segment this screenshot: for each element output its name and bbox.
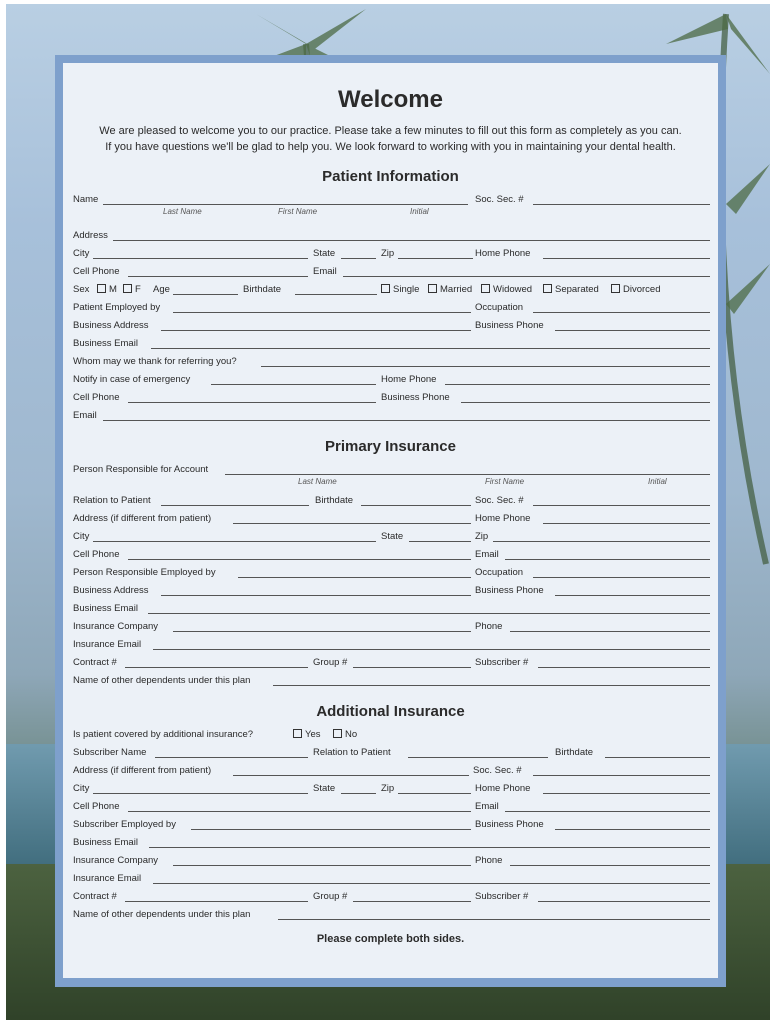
cell-phone-label: Cell Phone [73, 266, 120, 277]
zip-label: Zip [475, 531, 489, 542]
address-label: Address (if different from patient) [73, 513, 212, 524]
employed-by-field[interactable] [191, 829, 471, 830]
row-primary-relation [73, 495, 710, 511]
contract-field[interactable] [125, 901, 308, 902]
row-additional-address [73, 765, 710, 781]
email-label: Email [313, 266, 337, 277]
row-primary-employer [73, 567, 710, 583]
email-label: Email [475, 549, 499, 560]
address-field[interactable] [233, 523, 471, 524]
complete-both-sides-note: Please complete both sides. [316, 933, 465, 945]
business-email-field[interactable] [148, 613, 710, 614]
separated-label: Separated [555, 284, 599, 295]
subscriber-label: Subscriber # [475, 657, 529, 668]
employed-by-field[interactable] [173, 312, 471, 313]
address-label: Address (if different from patient) [73, 765, 212, 776]
business-email-label: Business Email [73, 603, 138, 614]
city-label: City [73, 783, 90, 794]
patient-information-heading: Patient Information [322, 168, 459, 185]
email-label: Email [475, 801, 499, 812]
row-additional-insurance-company [73, 855, 710, 871]
no-label: No [345, 729, 358, 740]
name-field[interactable] [103, 204, 468, 205]
occupation-field[interactable] [533, 577, 710, 578]
row-patient-cell [73, 266, 710, 282]
email-field[interactable] [343, 276, 710, 277]
home-phone-label: Home Phone [475, 513, 531, 524]
city-field[interactable] [93, 258, 308, 259]
checkbox-icon [481, 284, 490, 293]
insurance-company-label: Insurance Company [73, 855, 159, 866]
occupation-label: Occupation [475, 567, 524, 578]
home-phone-field[interactable] [543, 523, 710, 524]
checkbox-icon [123, 284, 132, 293]
divorced-option[interactable] [611, 284, 661, 296]
row-additional-city [73, 783, 710, 799]
birthdate-field[interactable] [605, 757, 710, 758]
row-primary-insurance-email [73, 639, 710, 655]
notify-label: Notify in case of emergency [73, 374, 191, 385]
business-address-field[interactable] [161, 330, 471, 331]
phone-field[interactable] [510, 865, 710, 866]
no-option[interactable] [333, 729, 357, 741]
last-name-hint: Last Name [298, 477, 337, 486]
yes-option[interactable] [293, 729, 321, 741]
dependents-label: Name of other dependents under this plan [73, 909, 251, 920]
contract-label: Contract # [73, 657, 117, 668]
row-additional-dependents [73, 909, 710, 925]
row-additional-covered [73, 729, 710, 745]
birthdate-label: Birthdate [243, 284, 282, 295]
single-option[interactable] [381, 284, 419, 296]
zip-field[interactable] [398, 793, 471, 794]
age-label: Age [153, 284, 170, 295]
city-label: City [73, 531, 90, 542]
row-primary-business-address [73, 585, 710, 601]
contract-field[interactable] [125, 667, 308, 668]
birthdate-field[interactable] [295, 294, 377, 295]
phone-field[interactable] [510, 631, 710, 632]
row-patient-employer [73, 302, 710, 318]
business-address-label: Business Address [73, 585, 149, 596]
relation-field[interactable] [408, 757, 548, 758]
state-label: State [381, 531, 404, 542]
email-field[interactable] [505, 559, 710, 560]
dependents-label: Name of other dependents under this plan [73, 675, 251, 686]
business-phone-field[interactable] [555, 595, 710, 596]
welcome-title: Welcome [338, 86, 443, 113]
row-additional-employer [73, 819, 710, 835]
emergency-business-phone-label: Business Phone [381, 392, 450, 403]
state-label: State [313, 783, 336, 794]
row-primary-business-email [73, 603, 710, 619]
cell-phone-field[interactable] [128, 276, 308, 277]
referral-label: Whom may we thank for referring you? [73, 356, 237, 367]
separated-option[interactable] [543, 284, 599, 296]
insurance-email-field[interactable] [153, 649, 710, 650]
row-patient-business-address [73, 320, 710, 336]
relation-label: Relation to Patient [313, 747, 391, 758]
soc-sec-field[interactable] [533, 505, 710, 506]
yes-label: Yes [305, 729, 321, 740]
row-primary-cell [73, 549, 710, 565]
business-email-label: Business Email [73, 837, 138, 848]
home-phone-label: Home Phone [475, 248, 531, 259]
row-additional-cell [73, 801, 710, 817]
subscriber-name-label: Subscriber Name [73, 747, 147, 758]
person-responsible-field[interactable] [225, 474, 710, 475]
email-field[interactable] [505, 811, 710, 812]
group-label: Group # [313, 891, 348, 902]
phone-label: Phone [475, 855, 503, 866]
business-address-label: Business Address [73, 320, 149, 331]
birthdate-field[interactable] [361, 505, 471, 506]
row-primary-person [73, 464, 710, 486]
soc-sec-field[interactable] [533, 204, 710, 205]
relation-label: Relation to Patient [73, 495, 151, 506]
emergency-email-field[interactable] [103, 420, 710, 421]
emergency-cell-phone-label: Cell Phone [73, 392, 120, 403]
subscriber-name-field[interactable] [155, 757, 308, 758]
primary-insurance-heading: Primary Insurance [325, 438, 456, 455]
address-field[interactable] [233, 775, 469, 776]
row-patient-referral [73, 356, 710, 372]
name-label: Name [73, 194, 99, 205]
state-label: State [313, 248, 336, 259]
group-field[interactable] [353, 901, 471, 902]
checkbox-icon [97, 284, 106, 293]
divorced-label: Divorced [623, 284, 661, 295]
soc-sec-label: Soc. Sec. # [473, 765, 522, 776]
intro-line-2: If you have questions we'll be glad to help you. We look forward to working with you in maintaining your dental health. [105, 141, 676, 153]
employed-by-label: Person Responsible Employed by [73, 567, 216, 578]
insurance-company-field[interactable] [173, 631, 471, 632]
business-phone-field[interactable] [555, 330, 710, 331]
referral-field[interactable] [261, 366, 710, 367]
group-field[interactable] [353, 667, 471, 668]
address-label: Address [73, 230, 108, 241]
sex-m-option[interactable] [97, 284, 117, 296]
business-phone-label: Business Phone [475, 320, 544, 331]
checkbox-icon [293, 729, 302, 738]
subscriber-label: Subscriber # [475, 891, 529, 902]
sex-label: Sex [73, 284, 90, 295]
contract-label: Contract # [73, 891, 117, 902]
notify-field[interactable] [211, 384, 376, 385]
home-phone-field[interactable] [543, 793, 710, 794]
intro-line-1: We are pleased to welcome you to our practice. Please take a few minutes to fill out this form as completely as you can. [99, 125, 682, 137]
address-field[interactable] [113, 240, 710, 241]
employed-by-label: Subscriber Employed by [73, 819, 176, 830]
row-additional-subscriber [73, 747, 710, 763]
soc-sec-field[interactable] [533, 775, 710, 776]
zip-field[interactable] [398, 258, 473, 259]
first-name-hint: First Name [485, 477, 525, 486]
initial-hint: Initial [410, 207, 429, 216]
person-responsible-label: Person Responsible for Account [73, 464, 209, 475]
row-patient-emergency-cell [73, 392, 710, 408]
married-option[interactable] [428, 284, 472, 296]
row-patient-emergency [73, 374, 710, 390]
soc-sec-label: Soc. Sec. # [475, 495, 524, 506]
additional-insurance-heading: Additional Insurance [316, 703, 465, 720]
row-primary-dependents [73, 675, 710, 691]
subscriber-field[interactable] [538, 901, 710, 902]
zip-label: Zip [381, 248, 395, 259]
row-additional-business-email [73, 837, 710, 853]
insurance-email-label: Insurance Email [73, 639, 142, 650]
state-field[interactable] [341, 793, 376, 794]
business-email-label: Business Email [73, 338, 138, 349]
emergency-home-phone-label: Home Phone [381, 374, 437, 385]
occupation-field[interactable] [533, 312, 710, 313]
home-phone-label: Home Phone [475, 783, 531, 794]
cell-phone-field[interactable] [128, 559, 471, 560]
cell-phone-label: Cell Phone [73, 549, 120, 560]
business-phone-label: Business Phone [475, 585, 544, 596]
sex-f-label: F [135, 284, 141, 295]
city-field[interactable] [93, 793, 308, 794]
birthdate-label: Birthdate [555, 747, 594, 758]
covered-question-label: Is patient covered by additional insurance? [73, 729, 254, 740]
row-primary-contract [73, 657, 710, 673]
business-email-field[interactable] [149, 847, 710, 848]
home-phone-field[interactable] [543, 258, 710, 259]
row-patient-business-email [73, 338, 710, 354]
business-email-field[interactable] [151, 348, 710, 349]
single-label: Single [393, 284, 420, 295]
row-primary-insurance-company [73, 621, 710, 637]
age-field[interactable] [173, 294, 238, 295]
row-additional-insurance-email [73, 873, 710, 889]
married-label: Married [440, 284, 473, 295]
insurance-company-field[interactable] [173, 865, 471, 866]
emergency-email-label: Email [73, 410, 97, 421]
cell-phone-field[interactable] [128, 811, 471, 812]
phone-label: Phone [475, 621, 503, 632]
checkbox-icon [611, 284, 620, 293]
row-patient-sex [73, 284, 710, 300]
widowed-option[interactable] [481, 284, 532, 296]
business-phone-field[interactable] [555, 829, 710, 830]
insurance-company-label: Insurance Company [73, 621, 159, 632]
dependents-field[interactable] [278, 919, 710, 920]
relation-field[interactable] [161, 505, 309, 506]
dependents-field[interactable] [273, 685, 710, 686]
employed-by-field[interactable] [238, 577, 471, 578]
employed-by-label: Patient Employed by [73, 302, 161, 313]
widowed-label: Widowed [493, 284, 533, 295]
checkbox-icon [381, 284, 390, 293]
emergency-business-phone-field[interactable] [461, 402, 710, 403]
soc-sec-label: Soc. Sec. # [475, 194, 524, 205]
business-address-field[interactable] [161, 595, 471, 596]
group-label: Group # [313, 657, 348, 668]
row-patient-city [73, 248, 710, 264]
subscriber-field[interactable] [538, 667, 710, 668]
row-patient-name [73, 194, 710, 216]
cell-phone-label: Cell Phone [73, 801, 120, 812]
checkbox-icon [543, 284, 552, 293]
emergency-cell-phone-field[interactable] [128, 402, 376, 403]
initial-hint: Initial [648, 477, 667, 486]
insurance-email-label: Insurance Email [73, 873, 142, 884]
occupation-label: Occupation [475, 302, 524, 313]
business-phone-label: Business Phone [475, 819, 544, 830]
state-field[interactable] [341, 258, 376, 259]
emergency-home-phone-field[interactable] [445, 384, 710, 385]
row-primary-address [73, 513, 710, 529]
sex-f-option[interactable] [123, 284, 141, 296]
insurance-email-field[interactable] [153, 883, 710, 884]
row-patient-address [73, 230, 710, 246]
checkbox-icon [333, 729, 342, 738]
state-field[interactable] [409, 541, 471, 542]
last-name-hint: Last Name [163, 207, 202, 216]
checkbox-icon [428, 284, 437, 293]
city-label: City [73, 248, 90, 259]
row-primary-city [73, 531, 710, 547]
row-patient-emergency-email [73, 410, 710, 426]
row-additional-contract [73, 891, 710, 907]
sex-m-label: M [109, 284, 117, 295]
city-field[interactable] [93, 541, 376, 542]
first-name-hint: First Name [278, 207, 318, 216]
birthdate-label: Birthdate [315, 495, 354, 506]
zip-label: Zip [381, 783, 395, 794]
zip-field[interactable] [493, 541, 710, 542]
